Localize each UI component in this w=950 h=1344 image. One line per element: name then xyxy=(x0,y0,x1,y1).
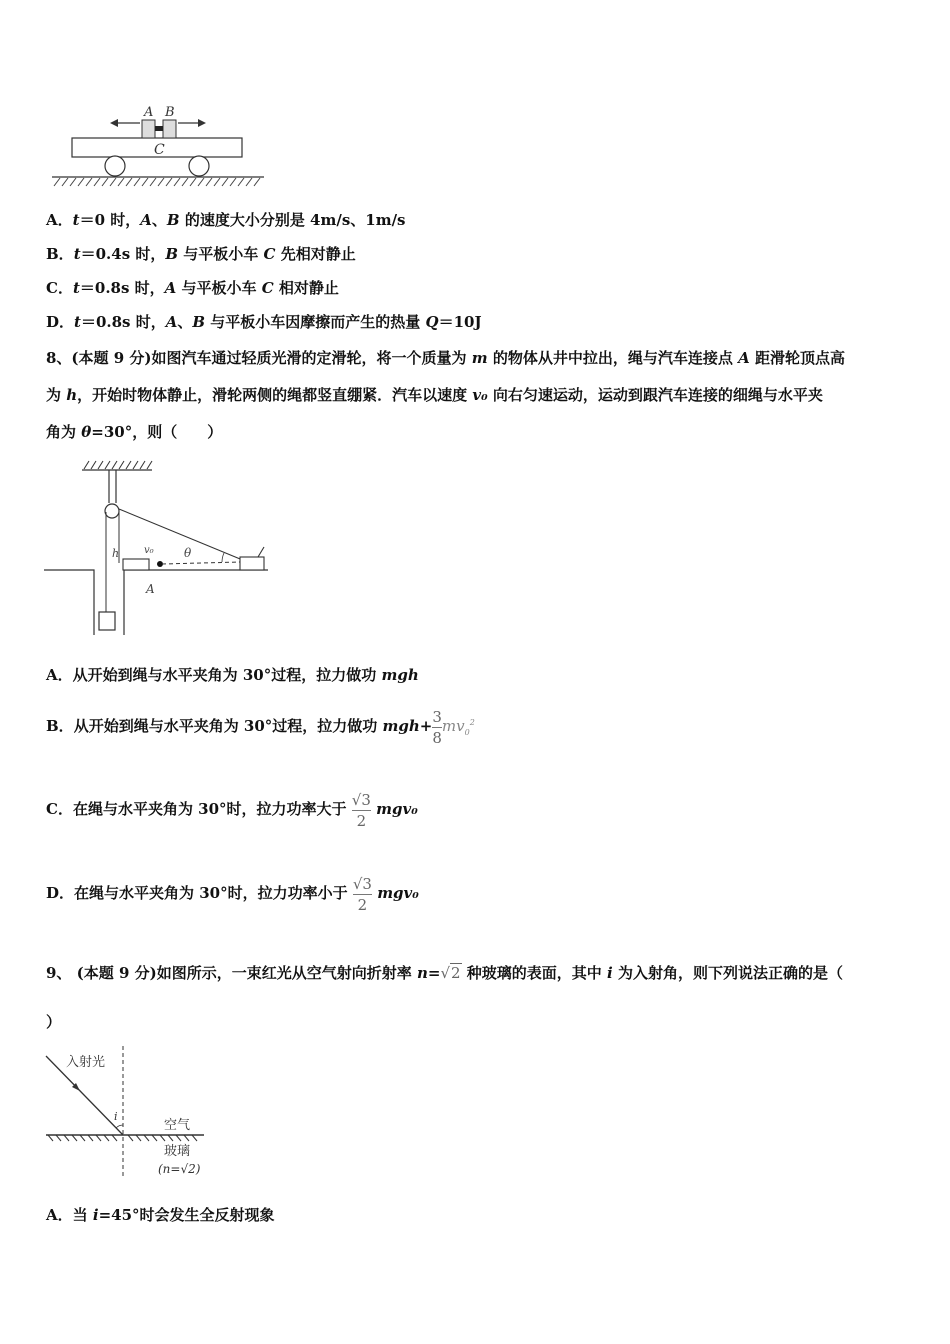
label-a: A xyxy=(144,105,154,120)
fraction-3-8: $\frac{3}{8}$ xyxy=(432,707,442,747)
q7-option-a: A．t＝0 时，A、B 的速度大小分别是 4m/s、1m/s xyxy=(46,211,406,229)
cart-wheel-left xyxy=(105,156,125,176)
q9-stem-line1: 9、 (本题 9 分)如图所示，一束红光从空气射向折射率 n=√2 种玻璃的表面，其中 i 为入射角，则下列说法正确的是（ xyxy=(46,964,843,982)
q8-stem-line1: 8、(本题 9 分)如图汽车通过轻质光滑的定滑轮，将一个质量为 m 的物体从井中拉出，绳与汽车连接点 A 距滑轮顶点高 xyxy=(46,349,845,367)
q7-option-d: D．t＝0.8s 时，A、B 与平板小车因摩擦而产生的热量 Q＝10J xyxy=(46,313,482,331)
q7-option-b: B．t＝0.4s 时，B 与平板小车 C 先相对静止 xyxy=(46,245,356,263)
pulley xyxy=(105,504,119,518)
label-h: h xyxy=(112,547,120,560)
q7-option-c: C．t＝0.8s 时，A 与平板小车 C 相对静止 xyxy=(46,279,339,297)
q9-option-a: A．当 i=45°时会发生全反射现象 xyxy=(46,1206,275,1224)
label-angle-i: i xyxy=(114,1110,118,1123)
pulley-figure xyxy=(44,455,268,640)
weight-block xyxy=(99,612,115,630)
refraction-figure xyxy=(44,1044,214,1184)
fraction-sqrt3-2: $\frac{√3}{2}$ xyxy=(351,790,371,830)
q8-stem-line3: 角为 θ=30°，则（ ） xyxy=(46,423,223,441)
label-a: A xyxy=(146,582,155,596)
q8-option-a: A．从开始到绳与水平夹角为 30°过程，拉力做功 mgh xyxy=(46,666,419,684)
label-air: 空气 xyxy=(164,1118,191,1133)
label-v0: v₀ xyxy=(144,545,154,556)
label-b: B xyxy=(165,105,175,120)
label-incident: 入射光 xyxy=(66,1055,106,1070)
sqrt-2: √2 xyxy=(440,964,461,982)
q9-stem-line2: ） xyxy=(46,1013,62,1031)
car-initial xyxy=(123,559,149,570)
label-c: C xyxy=(154,142,165,158)
q8-stem-line2: 为 h，开始时物体静止，滑轮两侧的绳都竖直绷紧．汽车以速度 v₀ 向右匀速运动，运动到跟汽车连接的细绳与水平夹 xyxy=(46,386,823,404)
car-final xyxy=(240,557,264,570)
q8-option-c: C．在绳与水平夹角为 30°时，拉力功率大于 $\frac{√3}{2}$ mgv₀ xyxy=(46,790,418,830)
block-a xyxy=(142,120,155,138)
label-theta: θ xyxy=(184,546,192,560)
label-glass: 玻璃 xyxy=(164,1144,191,1159)
cart-figure xyxy=(46,98,270,190)
mv0-squared: $mv_0^2$ xyxy=(441,717,475,737)
label-n: (n=√2) xyxy=(158,1162,201,1176)
q8-option-d: D．在绳与水平夹角为 30°时，拉力功率小于 $\frac{√3}{2}$ mgv₀ xyxy=(46,874,419,914)
block-b xyxy=(163,120,176,138)
q8-option-b: B．从开始到绳与水平夹角为 30°过程，拉力做功 mgh+ $\frac{3}{8}$ $mv_0^2$ xyxy=(46,707,475,747)
cart-wheel-right xyxy=(189,156,209,176)
fraction-sqrt3-2: $\frac{√3}{2}$ xyxy=(352,874,372,914)
